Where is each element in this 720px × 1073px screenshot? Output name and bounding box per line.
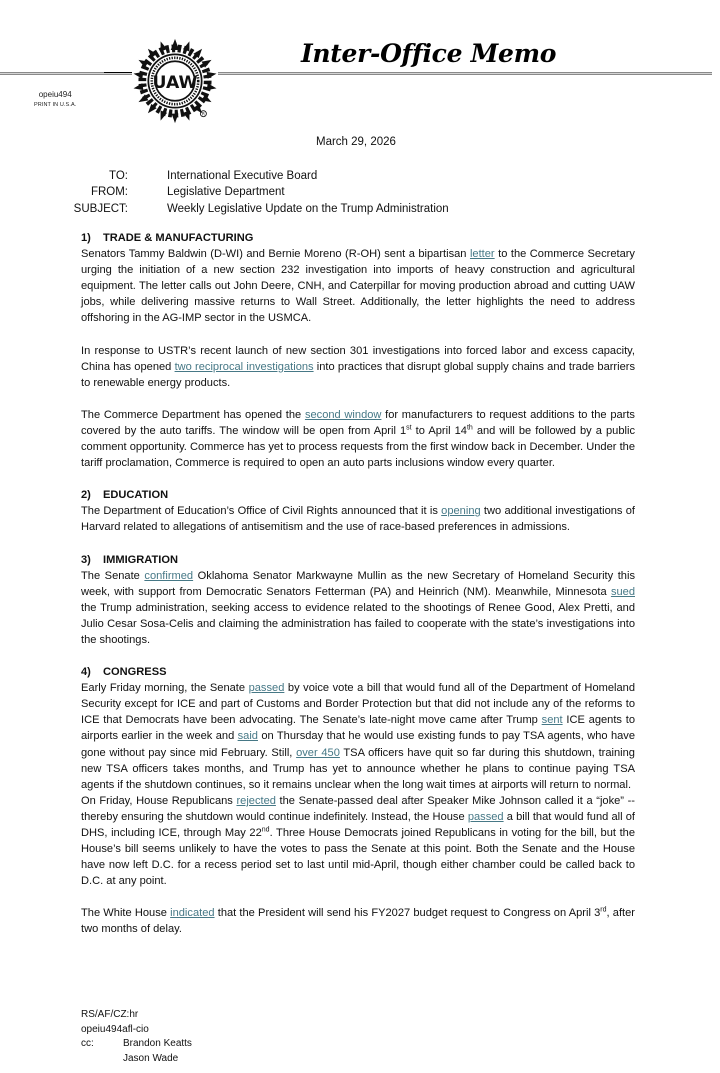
second-window-link[interactable]: second window <box>304 408 382 421</box>
memo-date: March 29, 2026 <box>316 136 396 148</box>
paragraph: The Department of Education’s Office of Civil Rights announced that it is opening two additional investigations of Harvard related to allegations of antisemitism and the use of race-based preferences in admissions. <box>81 505 635 534</box>
section-heading-trade: 1) TRADE & MANUFACTURING <box>81 232 254 244</box>
senate-passed-link[interactable]: passed <box>248 682 285 695</box>
house-passed-link[interactable]: passed <box>467 810 504 823</box>
rejected-link[interactable]: rejected <box>236 794 276 807</box>
field-label: TO: <box>109 170 128 182</box>
typist-initials: RS/AF/CZ:hr <box>81 1009 139 1020</box>
over-450-link[interactable]: over 450 <box>296 746 340 759</box>
memo-header-fields <box>60 168 449 217</box>
memo-title: Inter-Office Memo <box>301 39 557 68</box>
cc-recipient: Jason Wade <box>123 1052 179 1064</box>
union-label <box>34 90 76 110</box>
cc-label: cc: <box>81 1038 94 1049</box>
uaw-gear-logo-icon <box>132 38 218 124</box>
paragraph: In response to USTR’s recent launch of new section 301 investigations into forced labor and excess capacity, China has opened two reciprocal investigations into practices that disrupt global supply chains and trade barriers to renewable energy products. <box>81 344 635 389</box>
union-code: opeiu494 <box>38 90 72 99</box>
memo-body <box>81 230 635 938</box>
letter-link[interactable]: letter <box>469 248 495 261</box>
svg-text:R: R <box>201 112 205 118</box>
paragraph: On Friday, House Republicans rejected the Senate-passed deal after Speaker Mike Johnson called it a “joke” -- thereby ensuring the shutdown would continue indefinitely. Instead, the House passed a bill that would fund all of DHS, including ICE, through May 22nd. Three House Democrats joined Republicans in voting for the bill, but the House’s bill seems unlikely to have the votes to pass the Senate at this point. Both the Senate and the House have now left D.C. for a recess period set to last until mid-April, though either chamber could be called back to D.C. at any point. <box>81 794 635 888</box>
to-field <box>60 168 449 184</box>
paragraph: The White House indicated that the President will send his FY2027 budget request to Congress on April 3rd, after two months of delay. <box>81 906 635 936</box>
section-heading-congress: 4) CONGRESS <box>81 666 167 679</box>
field-value: Legislative Department <box>167 186 285 199</box>
union-line: opeiu494afl-cio <box>81 1023 149 1035</box>
sent-link[interactable]: sent <box>541 714 563 727</box>
memo-footer <box>81 1008 192 1066</box>
svg-text:UAW: UAW <box>152 72 198 93</box>
from-field <box>60 184 449 200</box>
header-rule <box>0 72 712 75</box>
section-heading-immigration: 3) IMMIGRATION <box>81 553 178 566</box>
said-link[interactable]: said <box>237 730 258 743</box>
print-note: PRINT IN U.S.A. <box>34 102 77 108</box>
field-label: FROM: <box>90 186 128 199</box>
cc-row <box>81 1052 192 1067</box>
opening-link[interactable]: opening <box>441 505 481 518</box>
paragraph: The Senate confirmed Oklahoma Senator Markwayne Mullin as the new Secretary of Homeland Security this week, with support from Democratic Senators Fetterman (PA) and Heinrich (NM). Meanwhile, Minnesota sued the Trump administration, seeking access to evidence related to the shootings of Renee Good, Alex Pretti, and Julio Cesar Sosa-Celis and claiming the administration has failed to cooperate with the state’s investigations into the shootings. <box>81 569 635 646</box>
paragraph: Senators Tammy Baldwin (D-WI) and Bernie Moreno (R-OH) sent a bipartisan letter to the Commerce Secretary urging the initiation of a new section 232 investigation into imports of heavy construction and agricultural equipment. The letter calls out John Deere, CNH, and Caterpillar for moving production abroad and cutting UAW jobs, while delivering massive returns to Wall Street. Additionally, the letter highlights the need to address offshoring in the AG-IMP sector in the USMCA. <box>81 248 635 325</box>
cc-recipient: Brandon Keatts <box>123 1038 192 1049</box>
field-value: Weekly Legislative Update on the Trump Administration <box>167 202 449 215</box>
cc-row <box>81 1037 192 1052</box>
paragraph: The Commerce Department has opened the second window for manufacturers to request additions to the parts covered by the auto tariffs. The window will be open from April 1st to April 14th and will be followed by a public comment opportunity. Commerce has yet to process requests from the first window back in December. Under the tariff proclamation, Commerce is required to open an auto parts inclusions window every quarter. <box>81 408 635 470</box>
uaw-logo <box>132 38 218 124</box>
field-value: International Executive Board <box>167 170 318 182</box>
section-heading-education: 2) EDUCATION <box>81 489 169 502</box>
paragraph: Early Friday morning, the Senate passed by voice vote a bill that would fund all of the Department of Homeland Security except for ICE and part of Customs and Border Protection but that did not include any of the reforms to ICE that Democrats have been advocating. The Senate’s late-night move came after Trump sent ICE agents to airports earlier in the week and said on Thursday that he would use existing funds to pay TSA agents, who have gone without pay since mid February. Still, over 450 TSA officers have quit so far during this shutdown, training new TSA officers takes months, and Trump has yet to announce whether he plans to continue paying TSA agents if the shutdown continues, so it remains unclear when the long wait times at airports will return to normal. <box>81 682 635 791</box>
indicated-link[interactable]: indicated <box>170 907 215 920</box>
subject-field <box>60 201 449 217</box>
field-label: SUBJECT: <box>73 202 128 215</box>
reciprocal-investigations-link[interactable]: two reciprocal investigations <box>174 360 314 373</box>
confirmed-link[interactable]: confirmed <box>144 569 194 582</box>
sued-link[interactable]: sued <box>610 585 635 598</box>
